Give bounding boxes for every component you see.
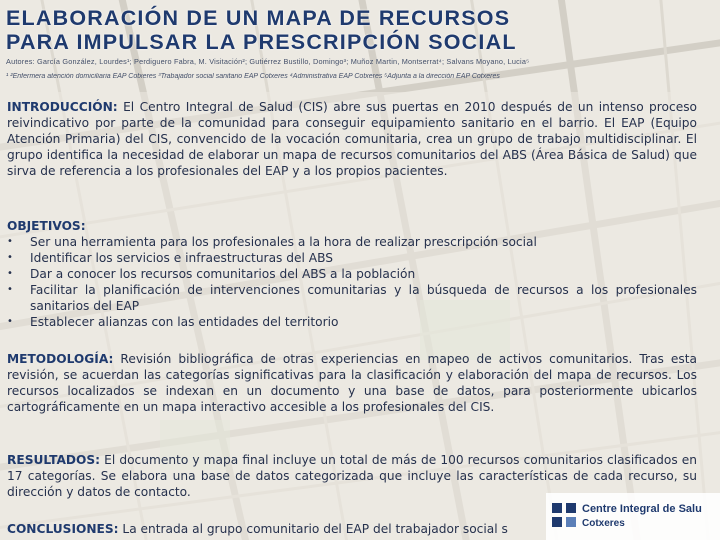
authors-line: Autores: García González, Lourdes¹; Perdiguero Fabra, M. Visitación²; Gutiérrez Bustillo, Domingo³; Muñoz Martin, Montserrat⁴; Salvans Moyano, Lucia⁵ — [6, 57, 530, 66]
objetivos-label: OBJETIVOS: — [7, 219, 86, 233]
introduccion-label: INTRODUCCIÓN: — [7, 100, 118, 114]
cis-logo — [546, 493, 720, 540]
conclusiones-label: CONCLUSIONES: — [7, 522, 119, 536]
metodologia-text: Revisión bibliográfica de otras experiencias en mapeo de activos comunitarios. Tras esta revisión, se acuerdan las categorías significativas para la clasificación y elaboración del mapa de recursos. Los recursos localizados se indexan en un documento y una base de datos, para posteriormente ubicarlos cartográficamente en un mapa interactivo accesible a los profesionales del CIS. — [7, 352, 698, 414]
logo-name: Centre Integral de Salu — [582, 503, 702, 515]
objetivo-item: • Ser una herramienta para los profesionales a la hora de realizar prescripción social — [7, 234, 697, 250]
title-line-2: PARA IMPULSAR LA PRESCRIPCIÓN SOCIAL — [6, 30, 517, 54]
introduccion-text: El Centro Integral de Salud (CIS) abre sus puertas en 2010 después de un intenso proceso reivindicativo por parte de la comunidad para conseguir equipamiento sanitario en el barrio. El EAP (Equipo Atención Primaria) del CIS, convencido de la vocación comunitaria, crea un grupo de trabajo multidisciplinar. El grupo identifica la necesidad de elaborar un mapa de recursos comunitarios del ABS (Área Básica de Salud) que sirva de referencia a los profesionales del EAP y a los propios pacientes. — [7, 100, 697, 178]
resultados-text: El documento y mapa final incluye un total de más de 100 recursos comunitarios clasificados en 17 categorías. Se elabora una base de datos categorizada que incluye las características de cada recurso, su dirección y datos de contacto. — [7, 453, 697, 499]
section-objetivos — [7, 218, 697, 330]
poster-title — [6, 6, 706, 54]
title-line-1: ELABORACIÓN DE UN MAPA DE RECURSOS — [6, 6, 511, 30]
section-conclusiones — [7, 521, 542, 537]
objetivo-item: • Dar a conocer los recursos comunitarios del ABS a la población — [7, 266, 697, 282]
objetivo-item: • Establecer alianzas con las entidades del territorio — [7, 314, 697, 330]
objetivo-item: • Facilitar la planificación de intervenciones comunitarias y la búsqueda de recursos a los profesionales sanitarios del EAP — [7, 282, 697, 314]
resultados-label: RESULTADOS: — [7, 453, 101, 467]
affiliations-line: ¹ ²Enfermera atención domiciliaria EAP Cotxeres ³Trabajador social sanitario EAP Cotxeres ⁴Administrativa EAP Cotxeres ⁵Adjunta a la dirección EAP Cotxeres — [6, 73, 500, 80]
logo-subtitle: Cotxeres — [582, 518, 625, 529]
metodologia-label: METODOLOGÍA: — [7, 352, 114, 366]
objetivos-list — [7, 234, 697, 330]
cis-logo-icon — [552, 503, 576, 527]
objetivo-item: • Identificar los servicios e infraestructuras del ABS — [7, 250, 697, 266]
section-introduccion — [7, 99, 697, 179]
section-metodologia — [7, 351, 697, 415]
conclusiones-text: La entrada al grupo comunitario del EAP del trabajador social s — [122, 522, 508, 536]
